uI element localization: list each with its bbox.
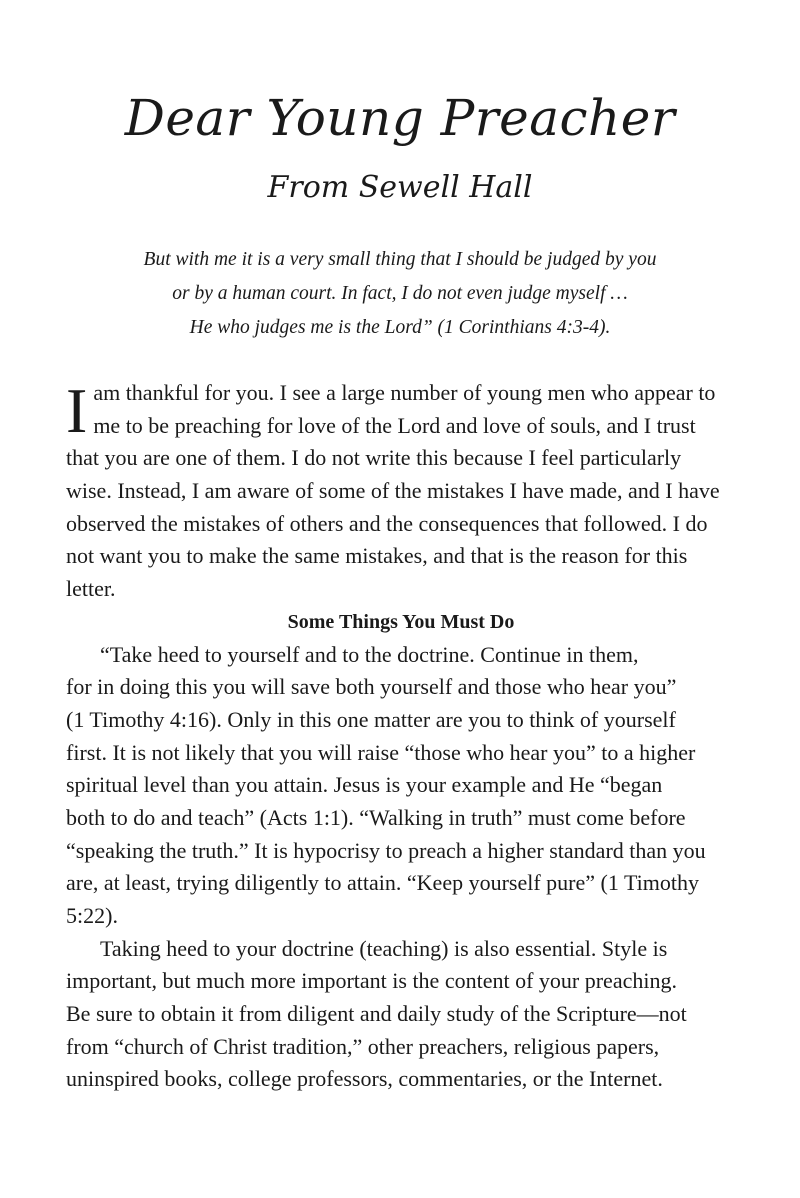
text-line: from “church of Christ tradition,” other preachers, religious papers, [66, 1033, 660, 1059]
text-line: are, at least, trying diligently to attain. “Keep yourself pure” (1 Timothy [66, 870, 699, 896]
text-line: not want you to make the same mistakes, and that is the reason for this [66, 543, 688, 569]
text-line: that you are one of them. I do not write this because I feel particularly [66, 445, 682, 471]
text-line: important, but much more important is the content of your preaching. [66, 968, 677, 994]
text-line: 5:22). [66, 903, 118, 928]
paragraph-doctrine [66, 933, 736, 1096]
text-line: “speaking the truth.” It is hypocrisy to preach a higher standard than you [66, 837, 706, 863]
intro-paragraph [66, 377, 736, 606]
section-heading: Some Things You Must Do [287, 610, 515, 633]
paragraph-take-heed [66, 639, 736, 933]
text-line: me to be preaching for love of the Lord and love of souls, and I trust [93, 412, 696, 438]
text-line: uninspired books, college professors, commentaries, or the Internet. [66, 1066, 663, 1092]
text-line: am thankful for you. I see a large number of young men who appear to [93, 380, 716, 405]
text-line: Taking heed to your doctrine (teaching) is also essential. Style is [100, 935, 668, 961]
text-line: both to do and teach” (Acts 1:1). “Walking in truth” must come before [66, 804, 686, 830]
text-line: first. It is not likely that you will raise “those who hear you” to a higher [66, 739, 696, 765]
text-line: for in doing this you will save both yourself and those who hear you” [66, 674, 677, 700]
text-line: (1 Timothy 4:16). Only in this one matter are you to think of yourself [66, 706, 676, 732]
text-line: “Take heed to yourself and to the doctrine. Continue in them, [100, 641, 639, 667]
page-subtitle: From Sewell Hall [267, 170, 533, 205]
text-line: Be sure to obtain it from diligent and daily study of the Scripture—not [66, 1001, 687, 1027]
epigraph [60, 243, 740, 345]
epigraph-line: But with me it is a very small thing that I should be judged by you [143, 249, 657, 270]
text-line: spiritual level than you attain. Jesus is your example and He “began [66, 772, 663, 798]
text-line: letter. [66, 576, 116, 602]
text-line: wise. Instead, I am aware of some of the mistakes I have made, and I have [66, 478, 720, 504]
drop-cap: I [66, 375, 88, 446]
page-title: Dear Young Preacher [124, 89, 676, 147]
text-line: observed the mistakes of others and the consequences that followed. I do [66, 510, 708, 536]
epigraph-line: He who judges me is the Lord” (1 Corinthians 4:3-4). [189, 317, 611, 338]
epigraph-line: or by a human court. In fact, I do not even judge myself … [172, 283, 628, 304]
letter-body [66, 377, 736, 1096]
